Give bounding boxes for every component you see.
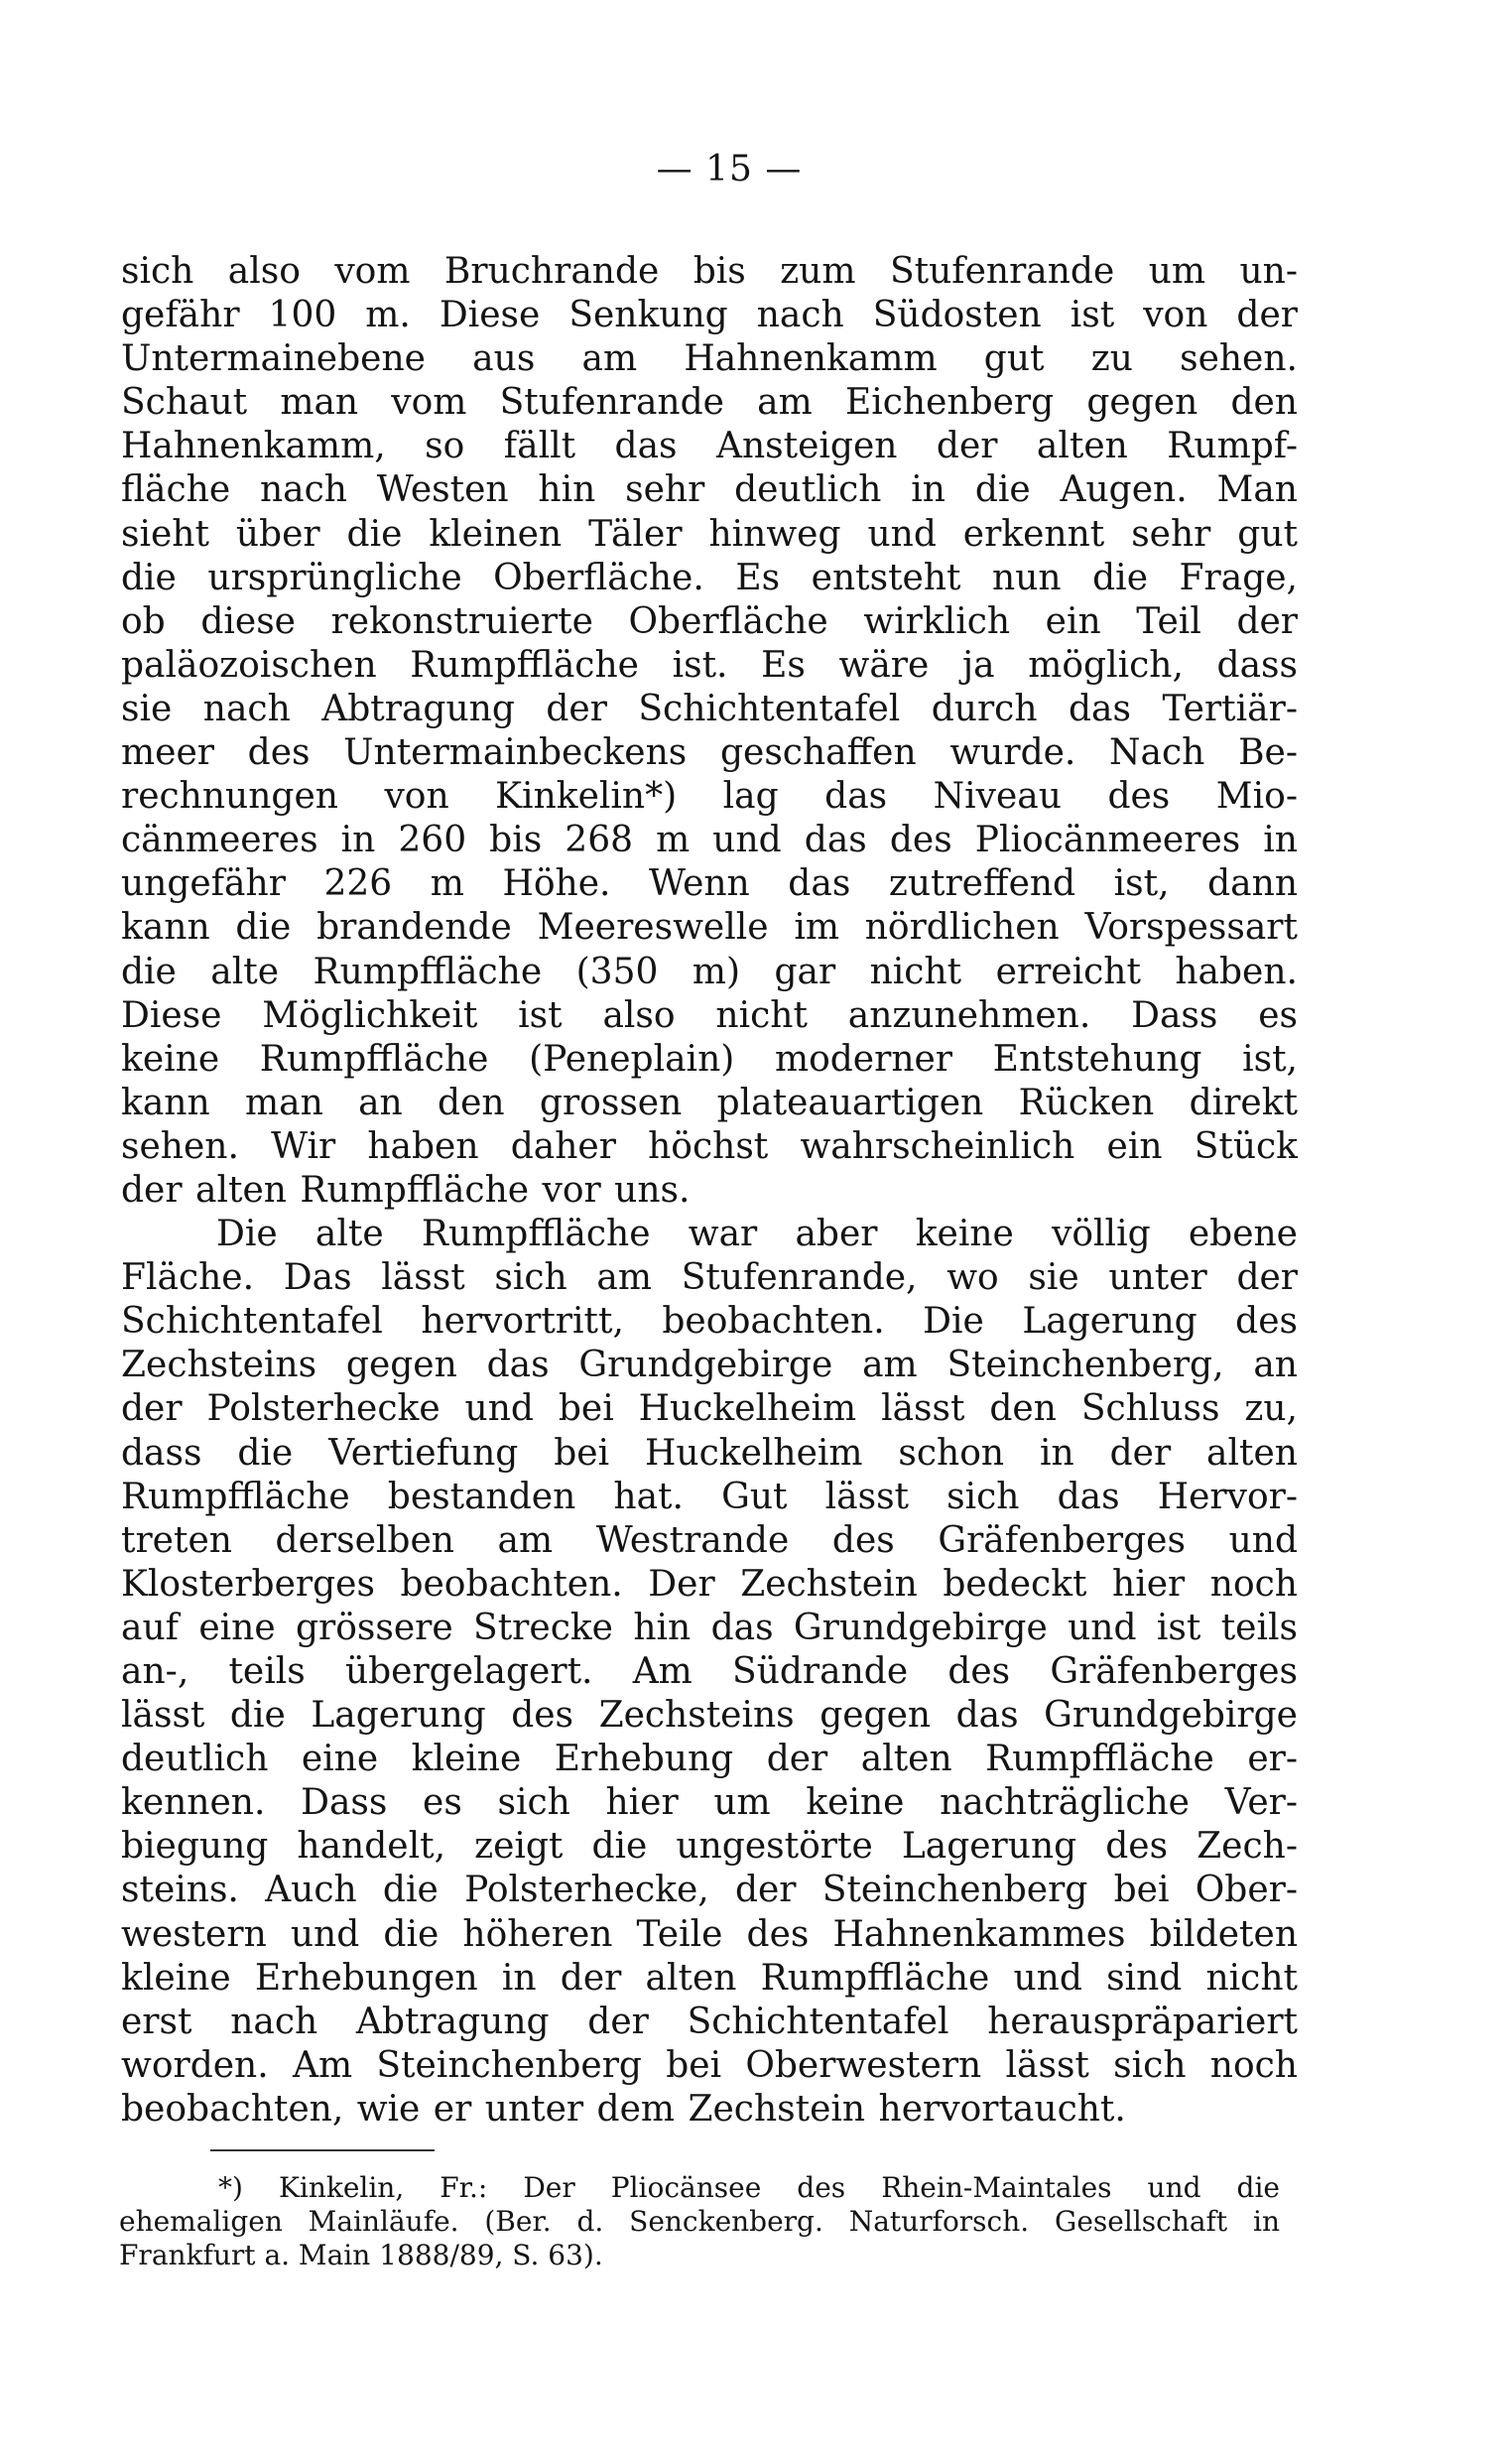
text-line: der Polsterhecke und bei Huckelheim lässt den Schluss zu, xyxy=(121,1388,1298,1430)
text-line: kann die brandende Meereswelle im nördlichen Vorspessart xyxy=(121,907,1298,949)
text-line: kennen. Dass es sich hier um keine nachträgliche Ver- xyxy=(121,1782,1298,1824)
text-line: ob diese rekonstruierte Oberfläche wirklich ein Teil der xyxy=(121,600,1298,642)
text-line: sie nach Abtragung der Schichtentafel durch das Tertiär- xyxy=(121,688,1298,729)
paragraph-end-line: der alten Rumpffläche vor uns. xyxy=(121,1169,691,1211)
text-line: Schaut man vom Stufenrande am Eichenberg gegen den xyxy=(121,382,1298,424)
text-line: steins. Auch die Polsterhecke, der Steinchenberg bei Ober- xyxy=(121,1870,1298,1911)
text-line: Klosterberges beobachten. Der Zechstein bedeckt hier noch xyxy=(121,1563,1298,1605)
text-line: treten derselben am Westrande des Gräfenberges und xyxy=(121,1519,1298,1561)
text-line: lässt die Lagerung des Zechsteins gegen das Grundgebirge xyxy=(121,1695,1298,1737)
text-line: sich also vom Bruchrande bis zum Stufenrande um un- xyxy=(121,251,1298,292)
text-line: keine Rumpffläche (Peneplain) moderner Entstehung ist, xyxy=(121,1038,1298,1080)
text-line: erst nach Abtragung der Schichtentafel herauspräpariert xyxy=(121,2001,1298,2042)
text-line: an-, teils übergelagert. Am Südrande des Gräfenberges xyxy=(121,1651,1298,1692)
text-line: Rumpffläche bestanden hat. Gut lässt sich das Hervor- xyxy=(121,1476,1298,1517)
text-line: sehen. Wir haben daher höchst wahrscheinlich ein Stück xyxy=(121,1125,1298,1167)
text-line: cänmeeres in 260 bis 268 m und das des Pliocänmeeres in xyxy=(121,820,1298,861)
text-line: Hahnenkamm, so fällt das Ansteigen der alten Rumpf- xyxy=(121,426,1298,467)
body-text xyxy=(121,250,1298,2132)
text-line: sieht über die kleinen Täler hinweg und erkennt sehr gut xyxy=(121,513,1298,555)
text-line: paläozoischen Rumpffläche ist. Es wäre ja möglich, dass xyxy=(121,644,1298,686)
text-line: biegung handelt, zeigt die ungestörte Lagerung des Zech- xyxy=(121,1826,1298,1868)
text-line: Untermainebene aus am Hahnenkamm gut zu sehen. xyxy=(121,338,1298,380)
footnote-line: ehemaligen Mainläufe. (Ber. d. Senckenberg. Naturforsch. Gesellschaft in xyxy=(119,2205,1280,2238)
text-line: meer des Untermainbeckens geschaffen wurde. Nach Be- xyxy=(121,732,1298,774)
text-line: Schichtentafel hervortritt, beobachten. Die Lagerung des xyxy=(121,1301,1298,1343)
text-line: Fläche. Das lässt sich am Stufenrande, wo sie unter der xyxy=(121,1257,1298,1299)
text-line: die alte Rumpffläche (350 m) gar nicht erreicht haben. xyxy=(121,951,1298,992)
page-number-header: — 15 — xyxy=(656,149,803,190)
text-line: ungefähr 226 m Höhe. Wenn das zutreffend ist, dann xyxy=(121,863,1298,905)
text-line: gefähr 100 m. Diese Senkung nach Südosten ist von der xyxy=(121,295,1298,336)
text-line: auf eine grössere Strecke hin das Grundgebirge und ist teils xyxy=(121,1607,1298,1648)
footnote-divider xyxy=(210,2149,435,2151)
text-line: fläche nach Westen hin sehr deutlich in die Augen. Man xyxy=(121,469,1298,511)
text-line: kleine Erhebungen in der alten Rumpffläche und sind nicht xyxy=(121,1957,1298,1999)
text-line: Diese Möglichkeit ist also nicht anzunehmen. Dass es xyxy=(121,994,1298,1036)
paragraph-start-line: Die alte Rumpffläche war aber keine völlig ebene xyxy=(216,1214,1298,1255)
footnote-line: *) Kinkelin, Fr.: Der Pliocänsee des Rhein-Maintales und die xyxy=(218,2171,1280,2204)
text-line: Zechsteins gegen das Grundgebirge am Steinchenberg, an xyxy=(121,1345,1298,1386)
text-line: western und die höheren Teile des Hahnenkammes bildeten xyxy=(121,1913,1298,1955)
text-line: dass die Vertiefung bei Huckelheim schon in der alten xyxy=(121,1432,1298,1474)
text-line: die ursprüngliche Oberfläche. Es entsteht nun die Frage, xyxy=(121,557,1298,598)
footnote-line: Frankfurt a. Main 1888/89, S. 63). xyxy=(119,2239,603,2271)
text-line: deutlich eine kleine Erhebung der alten Rumpffläche er- xyxy=(121,1739,1298,1780)
text-line: rechnungen von Kinkelin*) lag das Niveau des Mio- xyxy=(121,776,1298,818)
paragraph-end-line: beobachten, wie er unter dem Zechstein hervortaucht. xyxy=(121,2088,1126,2130)
footnote xyxy=(119,2171,1280,2272)
text-line: worden. Am Steinchenberg bei Oberwestern lässt sich noch xyxy=(121,2044,1298,2086)
text-line: kann man an den grossen plateauartigen Rücken direkt xyxy=(121,1082,1298,1123)
